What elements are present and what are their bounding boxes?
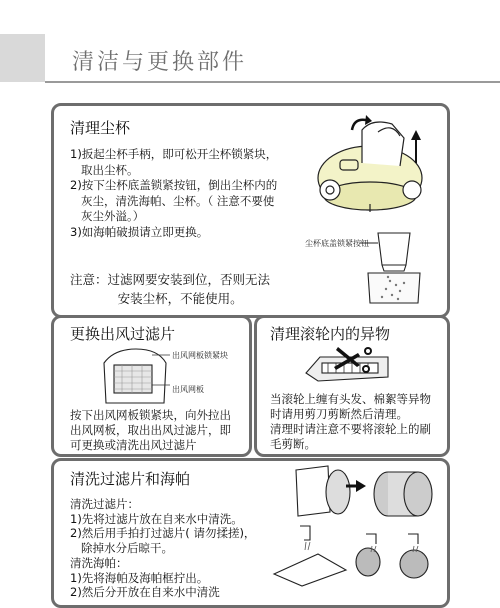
brush-body-line: 时请用剪刀剪断然后清理。 xyxy=(270,407,408,421)
brush-roll-body xyxy=(270,392,431,452)
brush-body-line: 毛剪断。 xyxy=(270,437,316,451)
brush-roll-title: 清理滚轮内的异物 xyxy=(270,325,391,343)
dust-cup-callout: 尘杯底盖锁紧按钮 xyxy=(305,239,369,248)
wash-body-line: 除掉水分后晾干。 xyxy=(70,541,173,556)
brush-body-line: 清理时请注意不要将滚轮上的刷 xyxy=(270,422,431,436)
wash-body-line: 2)然后分开放在自来水中清洗 xyxy=(70,585,220,600)
outlet-filter-illustration xyxy=(100,345,170,407)
filter-wash-illustration xyxy=(268,462,443,587)
wash-body-line: 1)先将海帕及海帕框拧出。 xyxy=(70,570,209,585)
outlet-filter-body xyxy=(70,408,231,453)
brush-body-line: 当滚轮上缠有头发、棉絮等异物 xyxy=(270,392,431,406)
vacuum-lift-illustration xyxy=(300,108,440,223)
header-tab-block xyxy=(0,34,45,82)
wash-body-line: 清洗海帕： xyxy=(70,555,128,570)
dust-cup-note xyxy=(70,270,270,308)
dust-cup-step-line: 灰尘外溢。） xyxy=(70,209,145,223)
dust-cup-step-line: 灰尘，清洗海帕、尘杯。（ 注意不要使 xyxy=(70,193,275,208)
outlet-body-line: 可更换或清洗出风过滤片 xyxy=(70,438,197,452)
wash-body-line: 1)先将过滤片放在自来水中清洗。 xyxy=(70,511,243,526)
dust-cup-step-line: 取出尘杯。 xyxy=(70,162,139,177)
outlet-lock-callout: 出风网板锁紧块 xyxy=(172,351,228,360)
page-title: 清洁与更换部件 xyxy=(72,50,248,75)
outlet-body-line: 按下出风网板锁紧块，向外拉出 xyxy=(70,408,231,422)
note-line: 安装尘杯，不能使用。 xyxy=(70,291,243,306)
title-rule xyxy=(45,81,500,83)
dust-cup-step-line: 2)按下尘杯底盖锁紧按钮，倒出尘杯内的 xyxy=(70,178,278,192)
outlet-filter-title: 更换出风过滤片 xyxy=(70,325,176,343)
wash-body-line: 清洗过滤片： xyxy=(70,497,139,511)
filter-wash-body xyxy=(70,497,255,600)
dust-cup-step-line: 3)如海帕破损请立即更换。 xyxy=(70,224,209,239)
dust-cup-bottom-illustration xyxy=(360,225,430,305)
dust-cup-step-line: 1)扳起尘杯手柄，即可松开尘杯锁紧块， xyxy=(70,147,278,161)
dust-cup-steps xyxy=(70,147,277,240)
filter-wash-title: 清洗过滤片和海帕 xyxy=(70,470,191,488)
brush-roll-scissors-illustration xyxy=(300,343,395,388)
outlet-plate-callout: 出风网板 xyxy=(172,385,204,394)
wash-body-line: 2)然后用手拍打过滤片( 请勿揉搓)， xyxy=(70,526,256,541)
outlet-body-line: 出风网板，取出出风过滤片，即 xyxy=(70,423,231,437)
dust-cup-title: 清理尘杯 xyxy=(70,119,131,137)
note-line: 注意：过滤网要安装到位，否则无法 xyxy=(70,272,271,287)
